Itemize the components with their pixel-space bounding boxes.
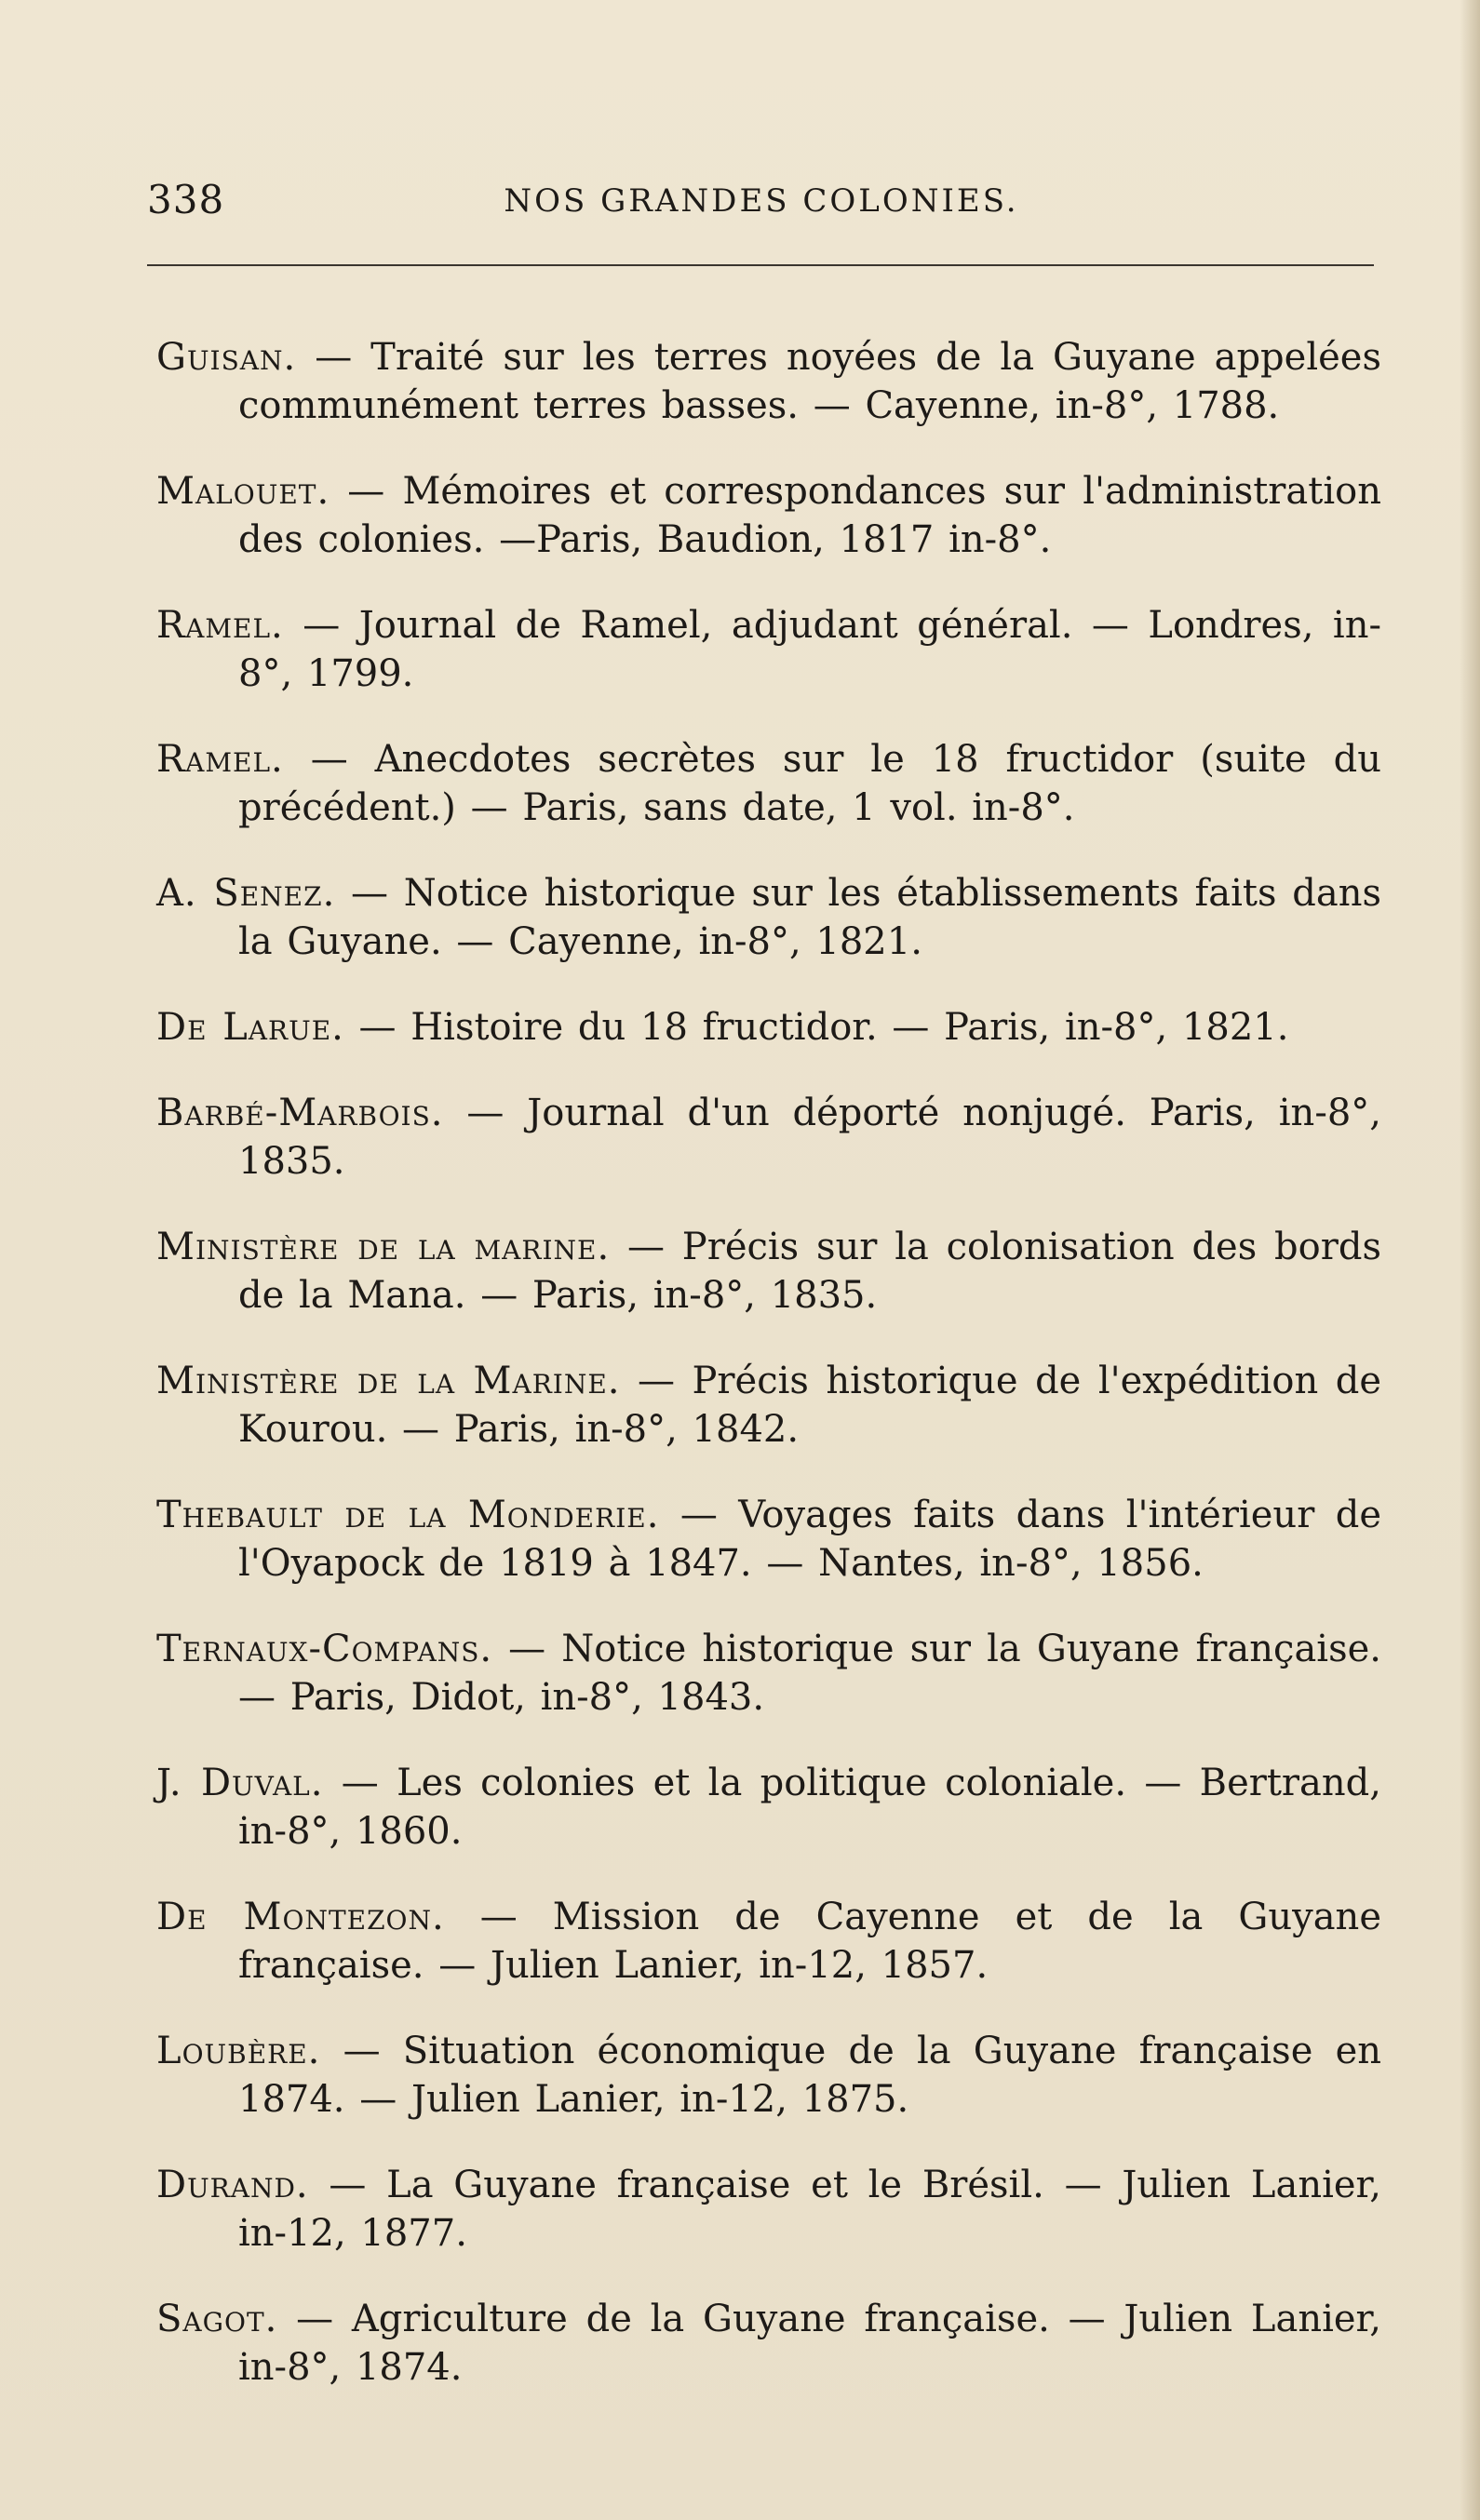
bibliography-entry: [156, 1893, 1381, 1990]
entry-text: — Notice historique sur la Guyane française. — Paris, Didot, in-8°, 1843.: [238, 1628, 1381, 1719]
entry-text: — Voyages faits dans l'intérieur de l'Oyapock de 1819 à 1847. — Nantes, in-8°, 1856.: [238, 1494, 1381, 1585]
bibliography-entry: [156, 601, 1381, 698]
entry-text: — Précis sur la colonisation des bords de la Mana. — Paris, in-8°, 1835.: [238, 1226, 1381, 1317]
entry-text: — Mémoires et correspondances sur l'administration des colonies. —Paris, Baudion, 1817 in-8°.: [238, 470, 1381, 561]
entry-author: Loubère.: [156, 2030, 321, 2072]
entry-author: De Larue.: [156, 1006, 344, 1049]
entry-author: J. Duval.: [156, 1762, 324, 1804]
bibliography-entry: [156, 1759, 1381, 1856]
entry-author: Guisan.: [156, 336, 297, 379]
entry-author: Malouet.: [156, 470, 330, 513]
entry-text: — Anecdotes secrètes sur le 18 fructidor (suite du précédent.) — Paris, sans date, 1 vol. in-8°.: [238, 738, 1381, 829]
bibliography-entry: [156, 869, 1381, 966]
entry-text: — Les colonies et la politique coloniale. — Bertrand, in-8°, 1860.: [238, 1762, 1381, 1853]
running-title: NOS GRANDES COLONIES.: [504, 182, 1019, 220]
bibliography-entry: [156, 1625, 1381, 1722]
entry-author: De Montezon.: [156, 1896, 445, 1938]
entry-text: — Histoire du 18 fructidor. — Paris, in-8°, 1821.: [343, 1006, 1289, 1049]
bibliography-entry: [156, 1003, 1381, 1052]
entry-text: — Mission de Cayenne et de la Guyane française. — Julien Lanier, in-12, 1857.: [238, 1896, 1381, 1987]
entry-author: Ramel.: [156, 738, 284, 781]
entry-text: — Agriculture de la Guyane française. — Julien Lanier, in-8°, 1874.: [238, 2298, 1381, 2389]
running-head: [147, 177, 1376, 242]
entry-text: — Journal de Ramel, adjudant général. — Londres, in-8°, 1799.: [238, 604, 1381, 695]
entry-text: — Précis historique de l'expédition de Kourou. — Paris, in-8°, 1842.: [238, 1360, 1382, 1451]
bibliography-entry: [156, 2027, 1381, 2124]
entry-text: — Traité sur les terres noyées de la Guyane appelées communément terres basses. — Cayenne, in-8°, 1788.: [238, 336, 1381, 427]
entry-author: Ministère de la marine.: [156, 1226, 611, 1268]
entry-author: Ministère de la Marine.: [156, 1360, 621, 1402]
bibliography-entry: [156, 1223, 1381, 1320]
page-number: 338: [147, 177, 225, 222]
entry-author: Sagot.: [156, 2298, 278, 2340]
entry-text: — La Guyane française et le Brésil. — Julien Lanier, in-12, 1877.: [238, 2164, 1381, 2255]
bibliography-entry: [156, 735, 1381, 832]
bibliography-entry: [156, 1357, 1381, 1454]
page-edge-shadow: [1460, 0, 1480, 2520]
entry-text: — Journal d'un déporté nonjugé. Paris, in-8°, 1835.: [238, 1092, 1381, 1183]
entry-author: Ramel.: [156, 604, 284, 647]
entry-author: Barbé-Marbois.: [156, 1092, 444, 1134]
bibliography-entry: [156, 2161, 1381, 2258]
entry-author: Thebault de la Monderie.: [156, 1494, 660, 1536]
bibliography-entry: [156, 2295, 1381, 2392]
bibliography-entry: [156, 1491, 1381, 1588]
entry-author: Durand.: [156, 2164, 309, 2206]
bibliography-entry: [156, 333, 1381, 430]
entry-text: — Situation économique de la Guyane française en 1874. — Julien Lanier, in-12, 1875.: [238, 2030, 1381, 2121]
bibliography-list: [156, 296, 1381, 2414]
entry-author: Ternaux-Compans.: [156, 1628, 493, 1670]
entry-text: — Notice historique sur les établissements faits dans la Guyane. — Cayenne, in-8°, 1821.: [238, 872, 1381, 963]
bibliography-entry: [156, 1089, 1381, 1186]
entry-author: A. Senez.: [156, 872, 336, 915]
header-rule: [147, 264, 1374, 266]
bibliography-entry: [156, 467, 1381, 564]
